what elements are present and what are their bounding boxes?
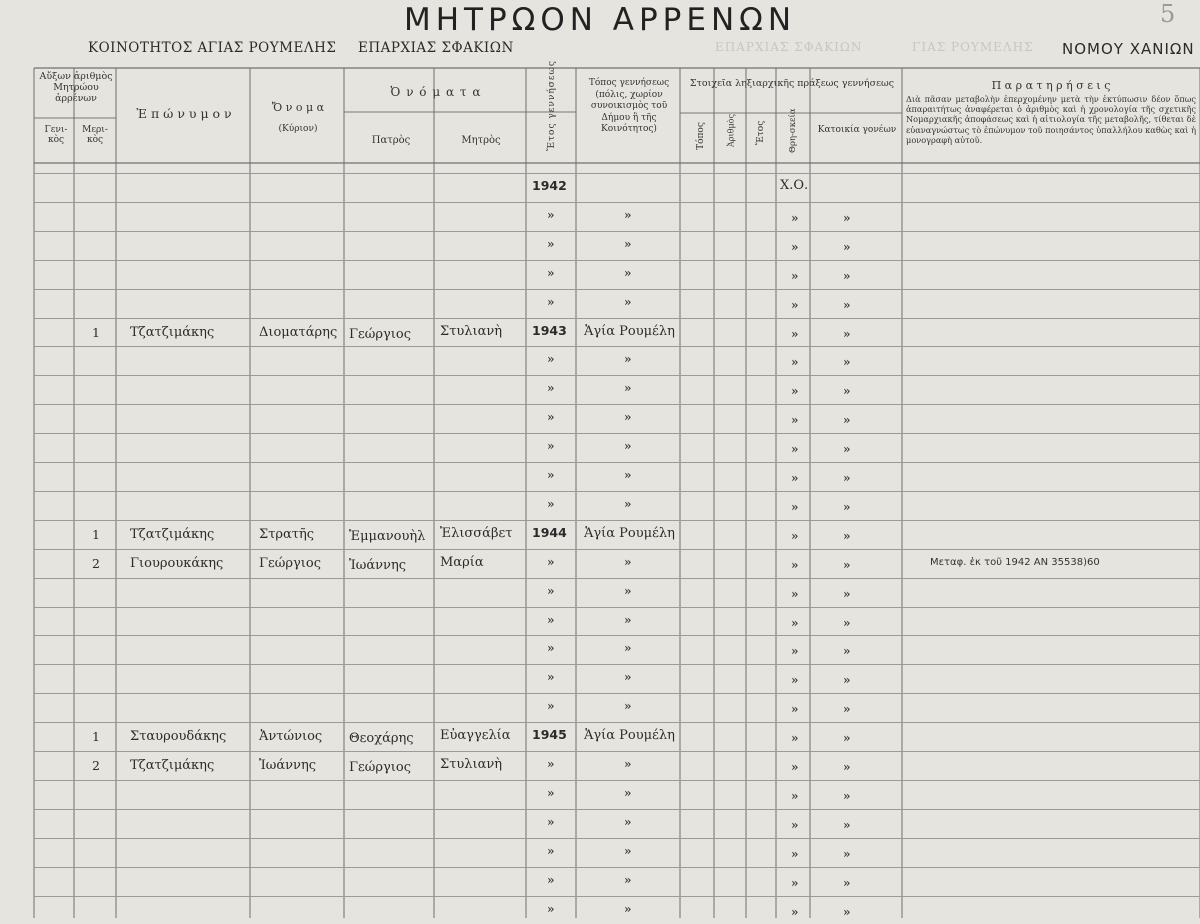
table-row bbox=[0, 549, 1200, 578]
religion-cell: Χ.Ο. bbox=[780, 178, 808, 193]
serial-partial-header: Μερι-κὸς bbox=[78, 125, 112, 145]
mother-name-cell: Στυλιανὴ bbox=[440, 324, 502, 339]
birth-year-cell: » bbox=[547, 208, 555, 222]
religion-cell: » bbox=[791, 327, 799, 341]
birth-year-header: Ἔτος γεννήσεως bbox=[547, 71, 557, 151]
birthplace-cell: » bbox=[624, 844, 632, 858]
birth-year-cell: » bbox=[547, 641, 555, 655]
religion-cell: » bbox=[791, 644, 799, 658]
table-row bbox=[0, 231, 1200, 260]
father-name-cell: Γεώργιος bbox=[349, 760, 411, 775]
residence-cell: » bbox=[843, 644, 851, 658]
birthplace-cell: Ἁγία Ρουμέλη bbox=[584, 526, 675, 541]
table-row bbox=[0, 838, 1200, 867]
birthplace-cell: » bbox=[624, 555, 632, 569]
religion-cell: » bbox=[791, 587, 799, 601]
birth-year-cell: » bbox=[547, 410, 555, 424]
residence-header: Κατοικία γονέων bbox=[814, 124, 900, 136]
surname-cell: Γιουρουκάκης bbox=[130, 556, 223, 571]
birth-year-cell: » bbox=[547, 352, 555, 366]
birth-year-cell: » bbox=[547, 757, 555, 771]
residence-cell: » bbox=[843, 500, 851, 514]
surname-cell: Σταυρουδάκης bbox=[130, 729, 226, 744]
religion-header: Θρη-σκεία bbox=[788, 113, 798, 153]
residence-cell: » bbox=[843, 529, 851, 543]
birth-year-cell: » bbox=[547, 902, 555, 916]
table-row bbox=[0, 867, 1200, 896]
religion-cell: » bbox=[791, 355, 799, 369]
birthplace-cell: » bbox=[624, 497, 632, 511]
birth-year-cell: 1942 bbox=[532, 178, 567, 193]
religion-cell: » bbox=[791, 789, 799, 803]
table-row bbox=[0, 722, 1200, 751]
birthplace-cell: » bbox=[624, 584, 632, 598]
table-row bbox=[0, 693, 1200, 722]
first-name-cell: Διοματάρης bbox=[259, 325, 337, 340]
religion-cell: » bbox=[791, 558, 799, 572]
table-row bbox=[0, 462, 1200, 491]
first-name-cell: Στρατῆς bbox=[259, 527, 314, 542]
religion-cell: » bbox=[791, 384, 799, 398]
residence-cell: » bbox=[843, 327, 851, 341]
residence-cell: » bbox=[843, 384, 851, 398]
ghost-province: ΕΠΑΡΧΙΑΣ ΣΦΑΚΙΩΝ bbox=[715, 40, 862, 54]
table-row bbox=[0, 433, 1200, 462]
birthplace-cell: Ἁγία Ρουμέλη bbox=[584, 728, 675, 743]
religion-cell: » bbox=[791, 529, 799, 543]
religion-cell: » bbox=[791, 760, 799, 774]
registry-group-header: Στοιχεῖα ληξιαρχικῆς πράξεως γεννήσεως bbox=[686, 78, 898, 90]
prefecture-label: ΝΟΜΟΥ ΧΑΝΙΩΝ bbox=[1062, 40, 1195, 58]
table-row bbox=[0, 578, 1200, 607]
residence-cell: » bbox=[843, 211, 851, 225]
religion-cell: » bbox=[791, 876, 799, 890]
birth-year-cell: » bbox=[547, 381, 555, 395]
table-row bbox=[0, 751, 1200, 780]
residence-cell: » bbox=[843, 673, 851, 687]
birthplace-cell: » bbox=[624, 439, 632, 453]
birthplace-cell: » bbox=[624, 873, 632, 887]
table-row bbox=[0, 607, 1200, 636]
residence-cell: » bbox=[843, 240, 851, 254]
birthplace-cell: » bbox=[624, 237, 632, 251]
province-label: ΕΠΑΡΧΙΑΣ ΣΦΑΚΙΩΝ bbox=[358, 40, 514, 56]
birthplace-cell: » bbox=[624, 381, 632, 395]
birth-year-cell: » bbox=[547, 497, 555, 511]
mother-name-cell: Εὐαγγελία bbox=[440, 728, 511, 743]
birthplace-cell: » bbox=[624, 670, 632, 684]
table-row bbox=[0, 491, 1200, 520]
birthplace-cell: » bbox=[624, 468, 632, 482]
birthplace-cell: » bbox=[624, 208, 632, 222]
birthplace-header: Τόπος γεννήσεως (πόλις, χωρίον συνοικισμὸς τοῦ Δήμου ἢ τῆς Κοινότητος) bbox=[580, 78, 678, 136]
partial-number: 1 bbox=[86, 325, 106, 340]
birthplace-cell: » bbox=[624, 757, 632, 771]
table-row bbox=[0, 289, 1200, 318]
mother-name-cell: Στυλιανὴ bbox=[440, 757, 502, 772]
partial-number: 1 bbox=[86, 729, 106, 744]
surname-cell: Τζατζιμάκης bbox=[130, 325, 214, 340]
surname-cell: Τζατζιμάκης bbox=[130, 527, 214, 542]
residence-cell: » bbox=[843, 702, 851, 716]
religion-cell: » bbox=[791, 731, 799, 745]
partial-number: 1 bbox=[86, 527, 106, 542]
registry-place-header: Τόπος bbox=[696, 116, 706, 156]
birth-year-cell: » bbox=[547, 786, 555, 800]
birthplace-cell: » bbox=[624, 613, 632, 627]
mother-name-cell: Μαρία bbox=[440, 555, 484, 570]
religion-cell: » bbox=[791, 413, 799, 427]
religion-cell: » bbox=[791, 702, 799, 716]
residence-cell: » bbox=[843, 847, 851, 861]
birth-year-cell: » bbox=[547, 439, 555, 453]
religion-cell: » bbox=[791, 500, 799, 514]
birth-year-cell: » bbox=[547, 295, 555, 309]
residence-cell: » bbox=[843, 558, 851, 572]
table-row bbox=[0, 318, 1200, 347]
residence-cell: » bbox=[843, 818, 851, 832]
birth-year-cell: 1943 bbox=[532, 323, 567, 338]
birth-year-cell: » bbox=[547, 266, 555, 280]
table-row bbox=[0, 635, 1200, 664]
first-name-header: Ὄ ν ο μ α bbox=[252, 102, 344, 114]
birth-year-cell: » bbox=[547, 237, 555, 251]
birth-year-cell: » bbox=[547, 815, 555, 829]
father-name-cell: Γεώργιος bbox=[349, 327, 411, 342]
remark-cell: Μεταφ. ἐκ τοῦ 1942 ΑΝ 35538)60 bbox=[930, 557, 1100, 568]
serial-group-header: Αὔξων ἀριθμὸς Μητρώου ἀρρένων bbox=[36, 71, 116, 104]
birth-year-cell: » bbox=[547, 613, 555, 627]
father-name-cell: Ἐμμανουὴλ bbox=[349, 529, 425, 544]
community-label: ΚΟΙΝΟΤΗΤΟΣ ΑΓΙΑΣ ΡΟΥΜΕΛΗΣ bbox=[88, 40, 336, 56]
birth-year-cell: 1944 bbox=[532, 525, 567, 540]
table-row bbox=[0, 664, 1200, 693]
birth-year-cell: » bbox=[547, 555, 555, 569]
birthplace-cell: » bbox=[624, 352, 632, 366]
table-row bbox=[0, 809, 1200, 838]
residence-cell: » bbox=[843, 731, 851, 745]
father-name-cell: Θεοχάρης bbox=[349, 731, 414, 746]
birthplace-cell: » bbox=[624, 815, 632, 829]
residence-cell: » bbox=[843, 905, 851, 919]
registry-number-header: Ἀριθμὸς bbox=[727, 111, 736, 151]
residence-cell: » bbox=[843, 587, 851, 601]
religion-cell: » bbox=[791, 905, 799, 919]
table-row bbox=[0, 202, 1200, 231]
father-header: Πατρὸς bbox=[348, 135, 434, 147]
partial-number: 2 bbox=[86, 758, 106, 773]
surname-header: Ἐ π ώ ν υ μ ο ν bbox=[118, 108, 250, 120]
residence-cell: » bbox=[843, 413, 851, 427]
residence-cell: » bbox=[843, 616, 851, 630]
birth-year-cell: » bbox=[547, 584, 555, 598]
religion-cell: » bbox=[791, 211, 799, 225]
ghost-community: ΓΙΑΣ ΡΟΥΜΕΛΗΣ bbox=[912, 40, 1034, 54]
table-row bbox=[0, 260, 1200, 289]
religion-cell: » bbox=[791, 298, 799, 312]
remarks-title: Π α ρ α τ η ρ ή σ ε ι ς bbox=[906, 80, 1196, 92]
religion-cell: » bbox=[791, 673, 799, 687]
first-name-cell: Ἀντώνιος bbox=[259, 729, 322, 744]
first-name-sub-header: (Κύριον) bbox=[252, 123, 344, 135]
table-row bbox=[0, 780, 1200, 809]
birthplace-cell: Ἁγία Ρουμέλη bbox=[584, 324, 675, 339]
partial-number: 2 bbox=[86, 556, 106, 571]
residence-cell: » bbox=[843, 442, 851, 456]
father-name-cell: Ἰωάννης bbox=[349, 558, 406, 573]
birthplace-cell: » bbox=[624, 699, 632, 713]
birth-year-cell: 1945 bbox=[532, 727, 567, 742]
birthplace-cell: » bbox=[624, 266, 632, 280]
religion-cell: » bbox=[791, 240, 799, 254]
birth-year-cell: » bbox=[547, 468, 555, 482]
table-row bbox=[0, 173, 1200, 202]
birthplace-cell: » bbox=[624, 902, 632, 916]
table-row bbox=[0, 404, 1200, 433]
page-mark: 5 bbox=[1160, 0, 1175, 28]
first-name-cell: Ἰωάννης bbox=[259, 758, 316, 773]
table-row bbox=[0, 896, 1200, 924]
birthplace-cell: » bbox=[624, 410, 632, 424]
residence-cell: » bbox=[843, 298, 851, 312]
table-row bbox=[0, 346, 1200, 375]
residence-cell: » bbox=[843, 471, 851, 485]
religion-cell: » bbox=[791, 269, 799, 283]
religion-cell: » bbox=[791, 616, 799, 630]
birth-year-cell: » bbox=[547, 873, 555, 887]
residence-cell: » bbox=[843, 355, 851, 369]
serial-general-header: Γενι-κὸς bbox=[40, 125, 72, 145]
religion-cell: » bbox=[791, 847, 799, 861]
birth-year-cell: » bbox=[547, 670, 555, 684]
residence-cell: » bbox=[843, 269, 851, 283]
birth-year-cell: » bbox=[547, 844, 555, 858]
birth-year-cell: » bbox=[547, 699, 555, 713]
first-name-cell: Γεώργιος bbox=[259, 556, 321, 571]
religion-cell: » bbox=[791, 442, 799, 456]
registry-year-header: Ἔτος bbox=[756, 113, 766, 153]
residence-cell: » bbox=[843, 876, 851, 890]
birthplace-cell: » bbox=[624, 641, 632, 655]
surname-cell: Τζατζιμάκης bbox=[130, 758, 214, 773]
religion-cell: » bbox=[791, 471, 799, 485]
religion-cell: » bbox=[791, 818, 799, 832]
table-row bbox=[0, 375, 1200, 404]
residence-cell: » bbox=[843, 789, 851, 803]
mother-header: Μητρὸς bbox=[438, 135, 524, 147]
remarks-instructions: Διὰ πᾶσαν μεταβολὴν ἐπερχομένην μετὰ τὴν ἐκτύπωσιν δέον ὅπως ἀπαραιτήτως ἀναφέρεται ὁ ἀριθμὸς καὶ ἡ χρονολογία τῆς σχετικῆς Νομαρχιακῆς ἀποφάσεως καὶ ἡ αἰτιολογία τῆς μεταβολῆς, τίθεται δὲ εὐαναγνώστως τὸ ἐπώνυμον τοῦ ποιησάντος ὑπαλλήλου καθὼς καὶ ἡ μονογραφὴ αὐτοῦ. bbox=[906, 94, 1196, 145]
table-row bbox=[0, 520, 1200, 549]
mother-name-cell: Ἐλισσάβετ bbox=[440, 526, 512, 541]
page-title: ΜΗΤΡΩΟΝ ΑΡΡΕΝΩΝ bbox=[0, 2, 1200, 38]
names-group-header: Ὀ ν ό μ α τ α bbox=[348, 86, 524, 98]
birthplace-cell: » bbox=[624, 786, 632, 800]
birthplace-cell: » bbox=[624, 295, 632, 309]
residence-cell: » bbox=[843, 760, 851, 774]
